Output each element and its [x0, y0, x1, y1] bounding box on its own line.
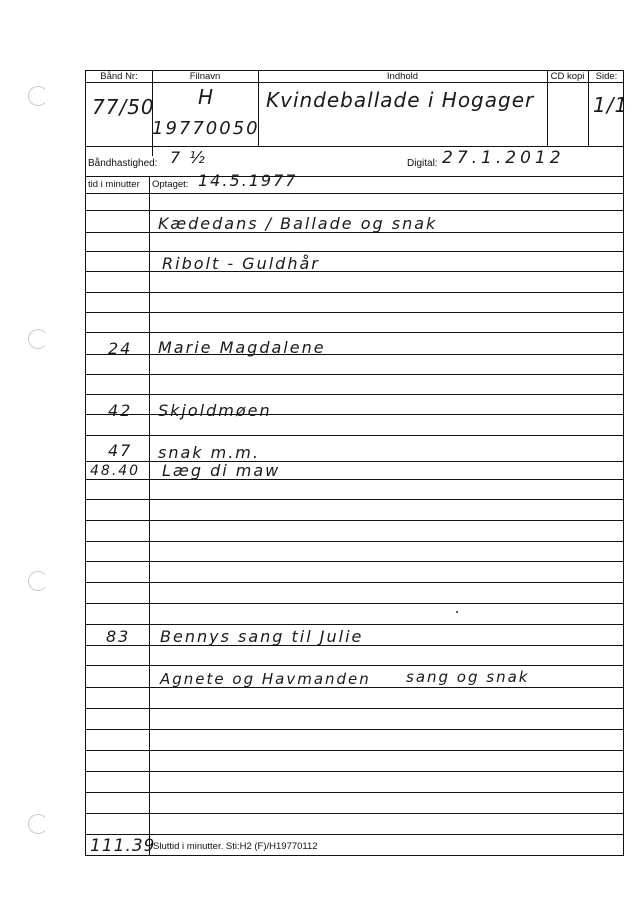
entry-text: Læg di maw — [162, 461, 281, 480]
cd-kopi-label: CD kopi — [550, 71, 585, 82]
indhold-value: Kvindeballade i Hogager — [266, 88, 535, 112]
ink-speck — [456, 611, 458, 613]
form-rule — [86, 312, 623, 313]
form-rule — [86, 665, 623, 666]
side-value: 1/1 — [593, 93, 629, 117]
filnavn-label: Filnavn — [189, 71, 221, 82]
form-rule — [86, 541, 623, 542]
time-column-divider — [149, 176, 150, 856]
header-rule — [86, 176, 623, 177]
entry-text: Agnete og Havmanden — [160, 670, 371, 688]
form-rule — [86, 582, 623, 583]
form-rule — [86, 210, 623, 211]
form-rule — [86, 813, 623, 814]
indhold-label: Indhold — [386, 71, 419, 82]
entry-text: Marie Magdalene — [158, 338, 326, 357]
minutes-header: tid i minutter — [88, 179, 140, 190]
punch-hole — [28, 329, 48, 349]
filnavn-code: H — [198, 85, 215, 109]
punch-hole — [28, 814, 48, 834]
header-rule — [86, 146, 623, 147]
form-rule — [86, 834, 623, 835]
entry-time: 48.40 — [90, 463, 141, 479]
speed-value: 7 ½ — [170, 148, 207, 167]
form-rule — [86, 561, 623, 562]
entry-time: 42 — [108, 401, 133, 420]
entry-text: Kædedans / Ballade og snak — [158, 214, 438, 233]
side-label: Side: — [595, 71, 618, 82]
speed-label: Båndhastighed: — [88, 158, 158, 169]
entry-text: snak m.m. — [158, 443, 260, 462]
recorded-label: Optaget: — [152, 179, 189, 190]
form-rule — [86, 520, 623, 521]
form-rule — [86, 624, 623, 625]
recorded-date: 14.5.1977 — [198, 171, 298, 190]
form-rule — [86, 792, 623, 793]
footer-text: Sluttid i minutter. Sti:H2 (F)/H19770112 — [153, 841, 318, 852]
entry-text: Bennys sang til Julie — [160, 627, 364, 646]
tape-log-form — [85, 70, 629, 856]
header-rule — [86, 82, 623, 83]
digital-label: Digital: — [407, 158, 438, 169]
punch-hole — [28, 571, 48, 591]
band-nr-value: 77/50 — [92, 95, 155, 119]
digital-value: 27.1.2012 — [442, 148, 565, 168]
entry-time: 24 — [108, 339, 133, 358]
entry-text: Ribolt - Guldhår — [162, 254, 320, 273]
form-rule — [86, 499, 623, 500]
entry-text: Skjoldmøen — [158, 401, 272, 420]
entry-time: 83 — [106, 627, 131, 646]
band-nr-label: Bånd Nr: — [100, 71, 138, 82]
form-rule — [86, 729, 623, 730]
form-rule — [86, 750, 623, 751]
form-rule — [86, 332, 623, 333]
entry-text: sang og snak — [406, 668, 530, 686]
form-rule — [86, 771, 623, 772]
form-rule — [86, 374, 623, 375]
filnavn-number: 19770050 — [152, 118, 260, 139]
form-rule — [86, 292, 623, 293]
entry-time: 47 — [108, 441, 133, 460]
punch-hole — [28, 86, 48, 106]
form-rule — [86, 435, 623, 436]
form-rule — [86, 603, 623, 604]
end-time: 111.39 — [90, 836, 156, 856]
form-rule — [86, 193, 623, 194]
form-rule — [86, 708, 623, 709]
form-rule — [86, 251, 623, 252]
form-rule — [86, 394, 623, 395]
